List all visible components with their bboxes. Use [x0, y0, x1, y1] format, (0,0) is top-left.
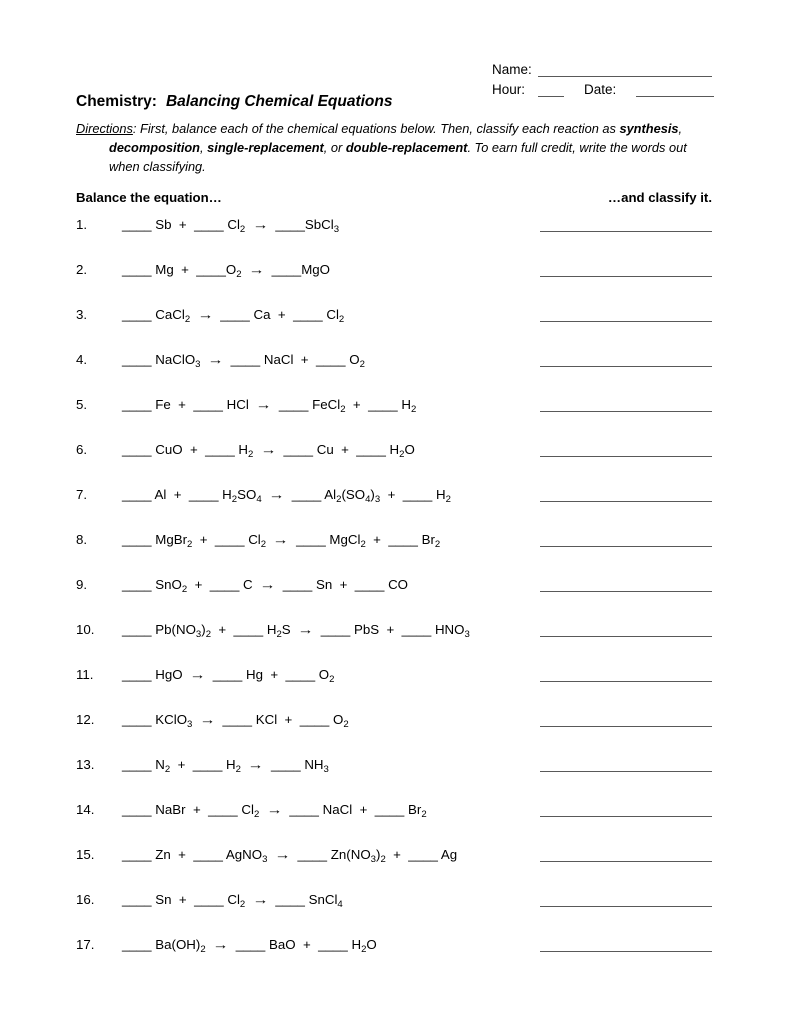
- problem-number: 9.: [76, 577, 88, 592]
- equation-row: [76, 845, 712, 865]
- equation-text: ____ NaBr + ____ $Cl_2$ → ____ NaCl + ____ $Br_2$: [122, 802, 427, 820]
- equation-row: [76, 395, 712, 415]
- equation-row: [76, 575, 712, 595]
- problem-number: 6.: [76, 442, 88, 457]
- equation-row: [76, 800, 712, 820]
- directions-segment: : First, balance each of the chemical equations below. Then, classify each reaction as: [132, 121, 620, 136]
- reaction-arrow-icon: →: [274, 847, 291, 862]
- directions-segment: ,: [678, 121, 683, 136]
- problem-number: 11.: [76, 667, 94, 682]
- classification-answer-line: [540, 411, 712, 412]
- equation-row: [76, 530, 712, 550]
- reaction-arrow-icon: →: [260, 442, 277, 457]
- equation-text: ____ Sb + ____ $Cl_2$ → ____SbCl$_3$: [122, 217, 340, 235]
- reaction-arrow-icon: →: [259, 577, 276, 592]
- directions-segment: Directions: [76, 121, 133, 136]
- equation-text: ____ SnO$_2$ + ____ C → ____ Sn + ____ CO: [122, 577, 409, 595]
- equation-row: [76, 620, 712, 640]
- directions-line: [76, 157, 712, 176]
- equation-row: [76, 350, 712, 370]
- classify-column-header: …and classify it.: [607, 190, 712, 205]
- reaction-arrow-icon: →: [197, 307, 214, 322]
- classification-answer-line: [540, 906, 712, 907]
- equation-list: [76, 215, 712, 955]
- reaction-arrow-icon: →: [248, 757, 264, 772]
- reaction-arrow-icon: →: [252, 892, 269, 907]
- directions-segment: synthesis: [619, 121, 679, 136]
- directions-line: [76, 119, 712, 138]
- directions-segment: decomposition: [109, 140, 201, 155]
- reaction-arrow-icon: →: [207, 352, 224, 367]
- equation-text: ____ MgBr$_2$ + ____ $Cl_2$ → ____ MgCl$_2$ + ____ $Br_2$: [122, 532, 441, 550]
- equation-text: ____ Al + ____ $H_2SO_4$ → ____ $Al_2(SO_4)_3$ + ____ $H_2$: [122, 487, 451, 505]
- directions-segment: double-replacement: [345, 140, 468, 155]
- equation-text: ____ CaCl$_2$ → ____ Ca + ____ $Cl_2$: [122, 307, 345, 325]
- equation-row: [76, 890, 712, 910]
- title-course: Chemistry:: [76, 93, 157, 110]
- directions-line: [76, 138, 712, 157]
- problem-number: 17.: [76, 937, 95, 952]
- reaction-arrow-icon: →: [189, 667, 206, 682]
- classification-answer-line: [540, 771, 712, 772]
- problem-number: 13.: [76, 757, 95, 772]
- problem-number: 8.: [76, 532, 88, 547]
- classification-answer-line: [540, 456, 712, 457]
- problem-number: 4.: [76, 352, 88, 367]
- directions-text: [76, 119, 712, 176]
- reaction-arrow-icon: →: [255, 397, 272, 412]
- equation-text: ____ Fe + ____ HCl → ____ FeCl$_2$ + ____ $H_2$: [122, 397, 417, 415]
- worksheet-content: [76, 0, 712, 955]
- equation-row: [76, 935, 712, 955]
- classification-answer-line: [540, 681, 712, 682]
- problem-number: 2.: [76, 262, 88, 277]
- classification-answer-line: [540, 501, 712, 502]
- classification-answer-line: [540, 591, 712, 592]
- equation-row: [76, 440, 712, 460]
- classification-answer-line: [540, 636, 712, 637]
- equation-row: [76, 755, 712, 775]
- problem-number: 5.: [76, 397, 88, 412]
- equation-row: [76, 485, 712, 505]
- equation-row: [76, 215, 712, 235]
- equation-text: ____ Zn + ____ AgNO$_3$ → ____ $Zn(NO_3)_2$ + ____ Ag: [122, 847, 458, 865]
- classification-answer-line: [540, 861, 712, 862]
- problem-number: 16.: [76, 892, 95, 907]
- reaction-arrow-icon: →: [212, 937, 229, 952]
- reaction-arrow-icon: →: [266, 802, 283, 817]
- date-label: Date:: [584, 82, 617, 97]
- reaction-arrow-icon: →: [199, 712, 216, 727]
- equation-text: ____ $Mg + \_\_\_\_O_2$ → ____MgO: [122, 262, 331, 280]
- equation-text: ____ HgO → ____ Hg + ____ $O_2$: [122, 667, 335, 685]
- classification-answer-line: [540, 546, 712, 547]
- classification-answer-line: [540, 321, 712, 322]
- hour-label: Hour:: [492, 82, 526, 97]
- column-headers: [76, 188, 712, 207]
- directions-segment: when classifying.: [109, 159, 206, 174]
- title-topic: Balancing Chemical Equations: [165, 93, 393, 110]
- reaction-arrow-icon: →: [252, 217, 269, 232]
- equation-row: [76, 710, 712, 730]
- equation-row: [76, 260, 712, 280]
- classification-answer-line: [540, 366, 712, 367]
- equation-text: ____ NaClO$_3$ → ____ NaCl + ____ $O_2$: [122, 352, 365, 370]
- equation-text: ____ KClO$_3$ → ____ KCl + ____ $O_2$: [122, 712, 349, 730]
- directions-segment: single-replacement: [207, 140, 324, 155]
- equation-row: [76, 305, 712, 325]
- directions-segment: ,: [200, 140, 208, 155]
- equation-text: ____ CuO + ____ $H_2$ → ____ Cu + ____ $H_2O$: [122, 442, 415, 460]
- classification-answer-line: [540, 726, 712, 727]
- equation-text: ____ $Ba(OH)_2$ → ____ BaO + ____ $H_2O$: [122, 937, 377, 955]
- page-title: [76, 92, 712, 111]
- classification-answer-line: [540, 816, 712, 817]
- problem-number: 1.: [76, 217, 88, 232]
- equation-text: ____ Sn + ____ $Cl_2$ → ____ SnCl$_4$: [122, 892, 343, 910]
- name-label: Name:: [492, 62, 532, 77]
- equation-text: ____ $Pb(NO_3)_2$ + ____ $H_2S$ → ____ PbS + ____ $HNO_3$: [122, 622, 470, 640]
- problem-number: 14.: [76, 802, 95, 817]
- reaction-arrow-icon: →: [268, 487, 285, 502]
- problem-number: 7.: [76, 487, 88, 502]
- equation-row: [76, 665, 712, 685]
- problem-number: 15.: [76, 847, 95, 862]
- equation-text: ____ $N_2$ + ____ $H_2$ → ____ $NH_3$: [122, 757, 329, 775]
- reaction-arrow-icon: →: [273, 532, 290, 547]
- classification-answer-line: [540, 951, 712, 952]
- classification-answer-line: [540, 276, 712, 277]
- directions-segment: . To earn full credit, write the words out: [467, 140, 687, 155]
- directions-segment: , or: [323, 140, 346, 155]
- problem-number: 3.: [76, 307, 88, 322]
- reaction-arrow-icon: →: [297, 622, 314, 637]
- balance-column-header: Balance the equation…: [76, 190, 222, 205]
- classification-answer-line: [540, 231, 712, 232]
- reaction-arrow-icon: →: [248, 262, 265, 277]
- problem-number: 12.: [76, 712, 95, 727]
- problem-number: 10.: [76, 622, 95, 637]
